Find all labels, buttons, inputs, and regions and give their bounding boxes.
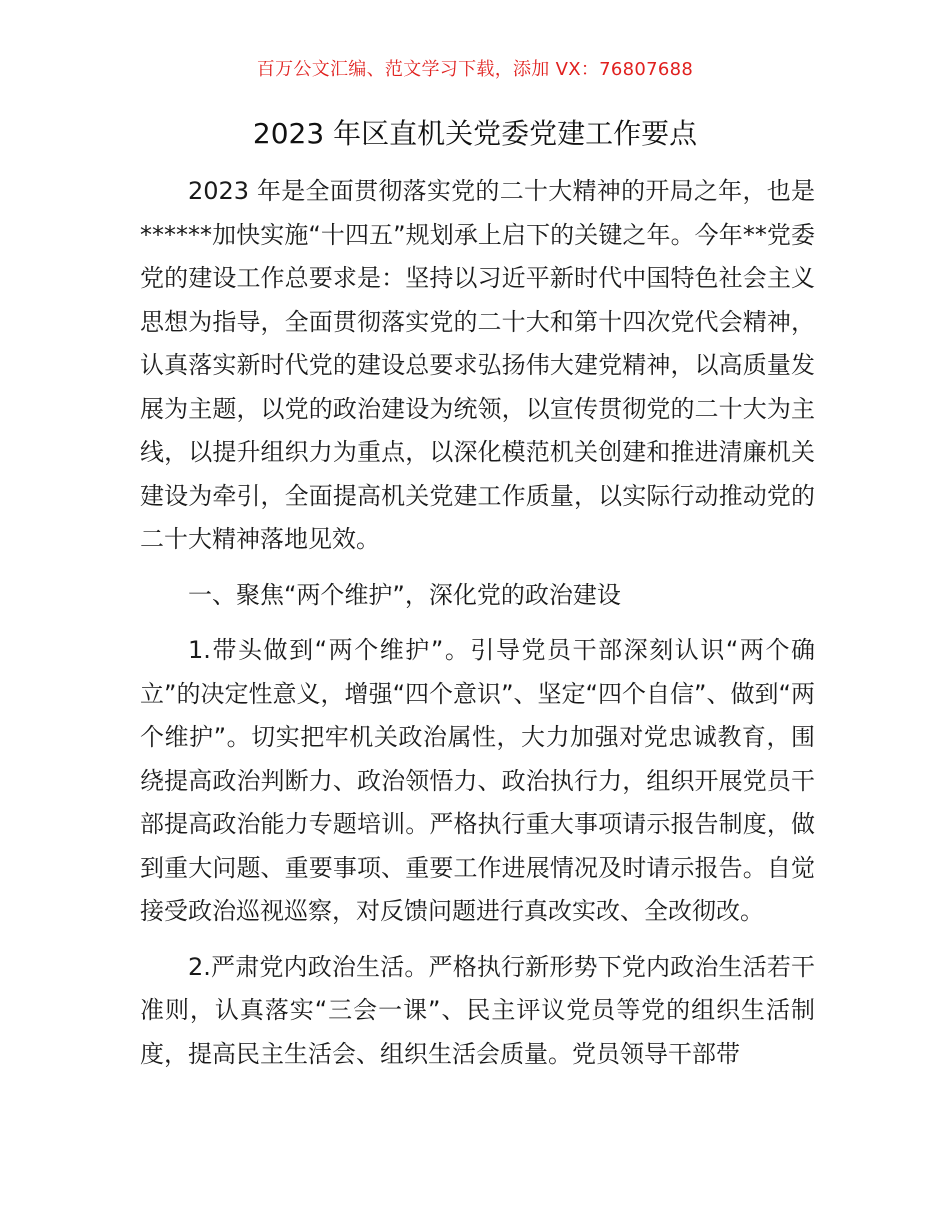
body-paragraph: 1.带头做到“两个维护”。引导党员干部深刻认识“两个确立”的决定性意义，增强“四个意识”、坚定“四个自信”、做到“两个维护”。切实把牢机关政治属性，大力加强对党忠诚教育，围绕提高政治判断力、政治领悟力、政治执行力，组织开展党员干部提高政治能力专题培训。严格执行重大事项请示报告制度，做到重大问题、重要事项、重要工作进展情况及时请示报告。自觉接受政治巡视巡察，对反馈问题进行真改实改、全改彻改。 — [140, 636, 815, 925]
intro-paragraph: 2023 年是全面贯彻落实党的二十大精神的开局之年，也是******加快实施“十四五”规划承上启下的关键之年。今年**党委党的建设工作总要求是：坚持以习近平新时代中国特色社会主义思想为指导，全面贯彻落实党的二十大和第十四次党代会精神，认真落实新时代党的建设总要求弘扬伟大建党精神，以高质量发展为主题，以党的政治建设为统领，以宣传贯彻党的二十大为主线，以提升组织力为重点，以深化模范机关创建和推进清廉机关建设为牵引，全面提高机关党建工作质量，以实际行动推动党的二十大精神落地见效。 — [140, 177, 815, 553]
header-watermark-note: 百万公文汇编、范文学习下载，添加 VX：76807688 — [256, 59, 694, 80]
document-body — [140, 170, 815, 1076]
document-title: 2023 年区直机关党委党建工作要点 — [252, 117, 698, 150]
section-heading: 一、聚焦“两个维护”，深化党的政治建设 — [188, 580, 621, 609]
body-paragraph: 2.严肃党内政治生活。严格执行新形势下党内政治生活若干准则，认真落实“三会一课”、民主评议党员等党的组织生活制度，提高民主生活会、组织生活会质量。党员领导干部带 — [140, 952, 815, 1068]
